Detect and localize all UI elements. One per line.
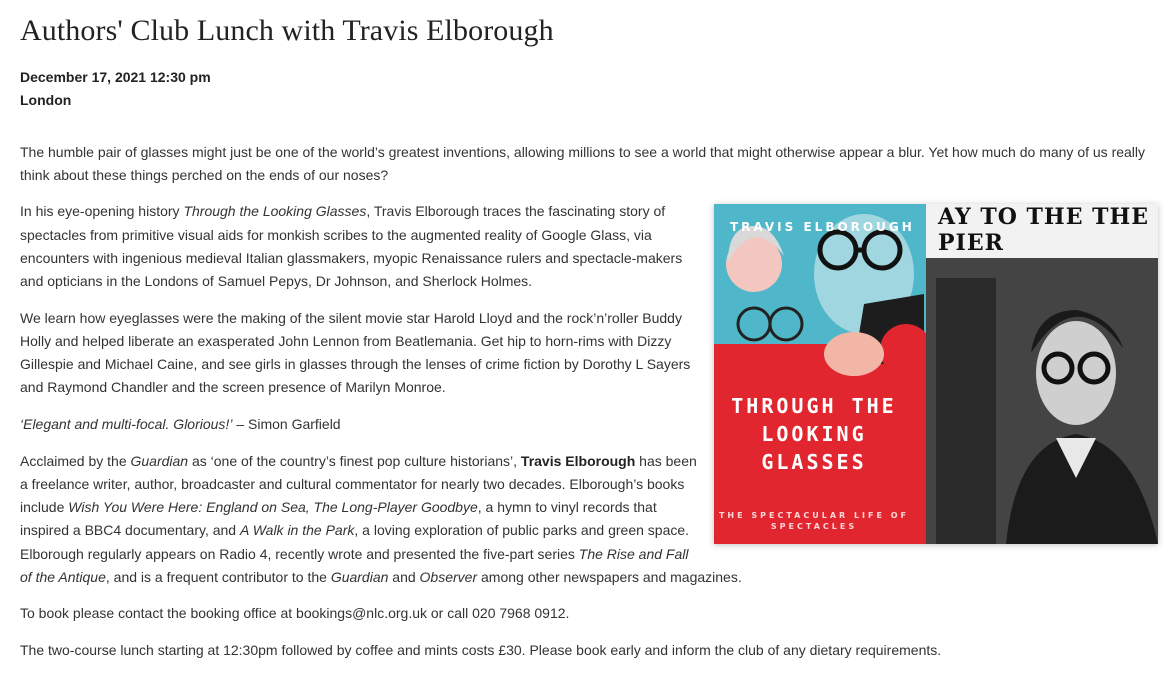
book-and-author-image [714, 204, 1158, 544]
text-segment: Acclaimed by the [20, 452, 131, 469]
glasses-history-paragraph: We learn how eyeglasses were the making of the silent movie star Harold Lloyd and the rock’n’roller Buddy Holly and helped liberate an exasperated John Lennon from Beatlemania. Get hip to horn-rims with Dizzy Gillespie and Michael Caine, and see girls in glasses through the lenses of crime fiction by Dorothy L Sayers and Raymond Chandler and the screen presence of Marilyn Monroe. [20, 309, 691, 396]
book-title: A Walk in the Park [239, 522, 355, 539]
book-cover [714, 204, 926, 544]
quote-text: ‘Elegant and multi-focal. Glorious!’ [20, 416, 233, 433]
publication-name: Guardian [330, 568, 389, 585]
text-segment: , a loving exploration of public parks and green space. Elborough regularly appears on Radio 4, recently wrote and presented the five-part series [20, 522, 690, 562]
event-date: December 17, 2021 12:30 pm [20, 69, 211, 85]
author-name: Travis Elborough [520, 452, 636, 469]
series-title: The Rise and Fall of the Antique [20, 545, 689, 585]
quote-attribution: – Simon Garfield [232, 416, 341, 433]
publication-name: Guardian [130, 452, 189, 469]
author-portrait [926, 258, 1158, 544]
text-segment: among other newspapers and magazines. [477, 568, 742, 585]
price-paragraph: The two-course lunch starting at 12:30pm followed by coffee and mints costs £30. Please book early and inform the club of any dietary requirements. [20, 642, 942, 659]
pier-sign: AY TO THE THE PIER [926, 204, 1158, 258]
text-segment: , Travis Elborough traces the fascinating story of spectacles from primitive visual aids for monkish scribes to the augmented reality of Google Glass, via encounters with ingenious medieval Italian glassmakers, myopic Renaissance rulers and spectacle-makers and opticians in the Londons of Samuel Pepys, Dr Johnson, and Sherlock Holmes. [20, 203, 683, 290]
text-segment: In his eye-opening history [20, 203, 184, 220]
text-segment: has been a freelance writer, author, broadcaster and cultural commentator for nearly two decades. Elborough’s books include [20, 452, 697, 516]
booking-paragraph: To book please contact the booking office at bookings@nlc.org.uk or call 020 7968 0912. [20, 605, 570, 622]
intro-paragraph: The humble pair of glasses might just be one of the world’s greatest inventions, allowing millions to see a world that might otherwise appear a blur. Yet how much do many of us really think about these things perched on the ends of our noses? [20, 144, 1146, 184]
author-photo [926, 204, 1158, 544]
cover-subtitle-text: THE SPECTACULAR LIFE OF SPECTACLES [718, 511, 910, 532]
event-description [20, 141, 1156, 676]
text-segment: , a hymn to vinyl records that inspired a BBC4 documentary, and [20, 499, 657, 539]
event-title: Authors' Club Lunch with Travis Elborough [20, 14, 554, 47]
event-meta [20, 66, 211, 112]
text-segment: as ‘one of the country’s finest pop culture historians’, [188, 452, 521, 469]
cover-author-text: TRAVIS ELBOROUGH [730, 220, 915, 235]
cover-title-text: THROUGH THE LOOKING GLASSES [731, 394, 897, 475]
event-location: London [20, 92, 72, 108]
book-titles: Wish You Were Here: England on Sea, The Long-Player Goodbye [68, 499, 478, 516]
text-segment: and [388, 568, 420, 585]
book-title: Through the Looking Glasses [183, 203, 367, 220]
publication-name: Observer [419, 568, 478, 585]
text-segment: , and is a frequent contributor to the [105, 568, 331, 585]
